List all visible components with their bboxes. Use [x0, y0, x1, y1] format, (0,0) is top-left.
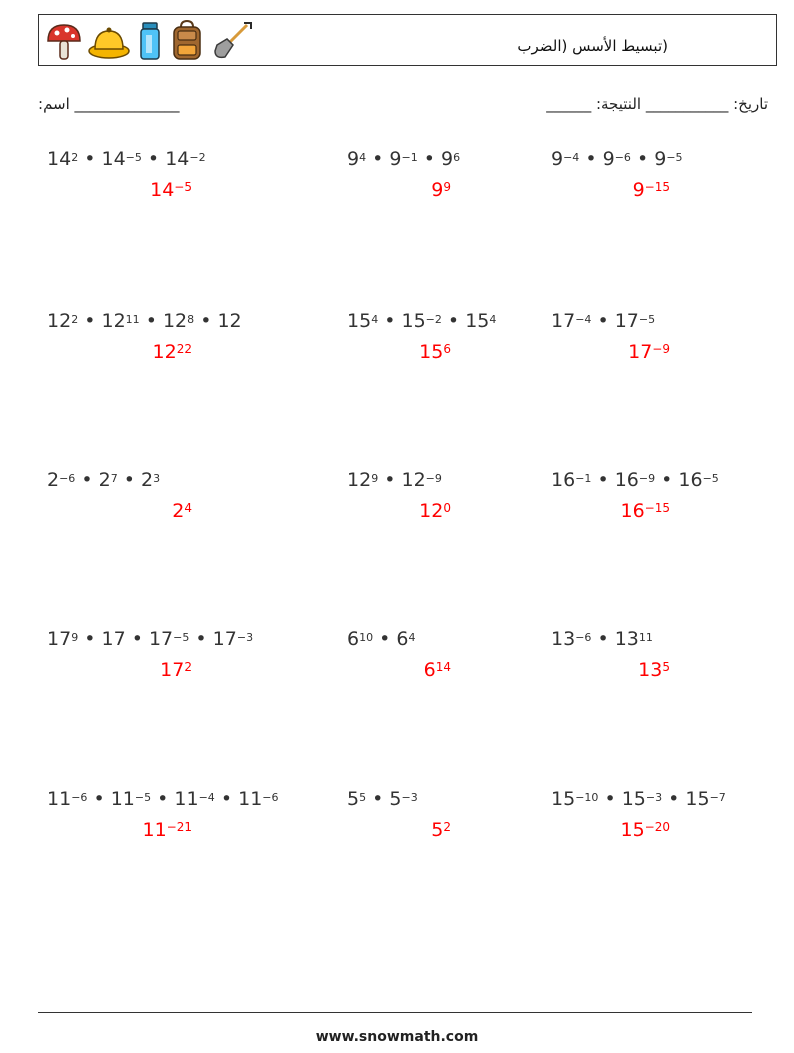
- page-title: (تبسيط الأسس (الضرب: [517, 37, 668, 55]
- answer-exponent: 5: [662, 660, 670, 675]
- multiply-dot: •: [417, 148, 441, 170]
- term-base: 2: [47, 469, 60, 491]
- term-exponent: 4: [408, 631, 416, 645]
- multiply-dot: •: [189, 628, 213, 650]
- multiply-dot: •: [194, 310, 218, 332]
- multiply-dot: •: [117, 469, 141, 491]
- term-base: 9: [441, 148, 454, 170]
- answer-base: 11: [142, 819, 167, 841]
- term-exponent: 3: [153, 472, 161, 486]
- multiply-dot: •: [591, 310, 615, 332]
- term-base: 14: [101, 148, 126, 170]
- multiply-dot: •: [378, 310, 402, 332]
- hat-icon: [87, 19, 131, 63]
- problem-expression: [551, 469, 719, 491]
- term-exponent: −9: [638, 472, 656, 486]
- answer-exponent: 22: [176, 342, 192, 357]
- term-base: 17: [101, 628, 126, 650]
- answer-base: 13: [638, 659, 663, 681]
- multiply-dot: •: [630, 148, 655, 170]
- problem-expression: [551, 310, 655, 332]
- term-exponent: −4: [575, 313, 592, 327]
- term-exponent: 9: [371, 472, 379, 486]
- term-base: 14: [47, 148, 72, 170]
- header-box: [38, 14, 777, 66]
- answer: [633, 179, 670, 201]
- answer: [160, 659, 192, 681]
- answer: [172, 500, 192, 522]
- problem-expression: [551, 148, 683, 170]
- answer: [153, 341, 192, 363]
- term-exponent: −5: [666, 151, 683, 165]
- multiply-dot: •: [598, 788, 622, 810]
- answer-exponent: −9: [652, 342, 670, 357]
- multiply-dot: •: [78, 310, 102, 332]
- answer-exponent: 2: [184, 660, 192, 675]
- answer-base: 2: [172, 500, 185, 522]
- term-exponent: −6: [262, 791, 279, 805]
- answer-exponent: −15: [644, 180, 670, 195]
- answer-exponent: −21: [166, 820, 192, 835]
- term-base: 13: [551, 628, 576, 650]
- multiply-dot: •: [655, 469, 679, 491]
- term-base: 9: [654, 148, 667, 170]
- answer-exponent: 0: [443, 501, 451, 516]
- multiply-dot: •: [125, 628, 149, 650]
- term-exponent: −1: [575, 472, 592, 486]
- term-base: 2: [141, 469, 154, 491]
- term-base: 12: [347, 469, 372, 491]
- term-base: 12: [47, 310, 72, 332]
- answer-exponent: 2: [443, 820, 451, 835]
- multiply-dot: •: [373, 628, 397, 650]
- answer-base: 16: [620, 500, 645, 522]
- term-exponent: −5: [638, 313, 656, 327]
- answer-base: 17: [160, 659, 185, 681]
- term-base: 17: [614, 310, 639, 332]
- thermos-icon: [135, 19, 165, 63]
- answer: [424, 659, 451, 681]
- answer: [419, 341, 451, 363]
- answer: [620, 819, 670, 841]
- term-exponent: 2: [71, 151, 79, 165]
- term-exponent: 2: [71, 313, 79, 327]
- multiply-dot: •: [441, 310, 466, 332]
- answer-base: 17: [628, 341, 653, 363]
- answer-exponent: 9: [443, 180, 451, 195]
- answer: [431, 179, 451, 201]
- problem-expression: [47, 469, 160, 491]
- multiply-dot: •: [87, 788, 111, 810]
- term-exponent: −3: [401, 791, 418, 805]
- multiply-dot: •: [366, 148, 390, 170]
- multiply-dot: •: [579, 148, 603, 170]
- term-exponent: −4: [198, 791, 215, 805]
- answer-base: 5: [431, 819, 444, 841]
- term-base: 15: [551, 788, 576, 810]
- term-exponent: 11: [638, 631, 653, 645]
- term-exponent: 4: [489, 313, 497, 327]
- term-base: 11: [238, 788, 263, 810]
- term-base: 6: [396, 628, 409, 650]
- problem-expression: [347, 628, 415, 650]
- term-exponent: −5: [125, 151, 142, 165]
- term-base: 17: [148, 628, 174, 650]
- term-exponent: −2: [425, 313, 442, 327]
- answer: [150, 179, 192, 201]
- term-base: 11: [47, 788, 72, 810]
- multiply-dot: •: [591, 628, 615, 650]
- date-score-label: ______ :تاريخ: ___________ النتيجة: [546, 95, 768, 113]
- term-exponent: −9: [425, 472, 442, 486]
- term-base: 15: [685, 788, 710, 810]
- term-base: 9: [389, 148, 402, 170]
- multiply-dot: •: [378, 469, 402, 491]
- term-base: 5: [389, 788, 402, 810]
- answer: [628, 341, 670, 363]
- term-base: 2: [98, 469, 111, 491]
- answer-base: 9: [632, 179, 645, 201]
- footer-divider: [38, 1012, 752, 1013]
- multiply-dot: •: [139, 310, 163, 332]
- mushroom-icon: [45, 19, 83, 63]
- answer-exponent: −5: [174, 180, 192, 195]
- term-exponent: −1: [401, 151, 418, 165]
- term-base: 13: [614, 628, 639, 650]
- term-base: 12: [101, 310, 126, 332]
- footer-url: www.snowmath.com: [315, 1029, 479, 1045]
- term-base: 15: [621, 788, 646, 810]
- term-base: 17: [551, 310, 576, 332]
- answer-base: 12: [152, 341, 177, 363]
- answer-exponent: 14: [435, 660, 451, 675]
- term-exponent: −10: [575, 791, 599, 805]
- term-base: 9: [347, 148, 360, 170]
- multiply-dot: •: [141, 148, 166, 170]
- term-base: 9: [551, 148, 564, 170]
- term-exponent: −7: [709, 791, 726, 805]
- multiply-dot: •: [151, 788, 175, 810]
- term-base: 17: [47, 628, 72, 650]
- multiply-dot: •: [78, 148, 102, 170]
- term-exponent: 4: [359, 151, 367, 165]
- term-exponent: 5: [359, 791, 367, 805]
- answer-base: 9: [431, 179, 444, 201]
- term-base: 11: [110, 788, 135, 810]
- answer: [142, 819, 192, 841]
- multiply-dot: •: [75, 469, 99, 491]
- problem-expression: [551, 628, 653, 650]
- answer-base: 12: [419, 500, 444, 522]
- shovel-icon: [209, 19, 255, 63]
- term-exponent: −5: [134, 791, 152, 805]
- term-base: 12: [217, 310, 242, 332]
- answer: [419, 500, 451, 522]
- answer-base: 15: [419, 341, 444, 363]
- term-exponent: 11: [125, 313, 140, 327]
- term-base: 9: [602, 148, 615, 170]
- backpack-icon: [169, 19, 205, 63]
- term-exponent: −4: [563, 151, 580, 165]
- term-exponent: 6: [453, 151, 461, 165]
- problem-expression: [47, 310, 242, 332]
- term-exponent: −6: [575, 631, 592, 645]
- term-exponent: −6: [59, 472, 76, 486]
- term-exponent: −2: [189, 151, 206, 165]
- answer-exponent: −20: [644, 820, 670, 835]
- term-base: 16: [551, 469, 576, 491]
- multiply-dot: •: [78, 628, 102, 650]
- term-exponent: −3: [645, 791, 663, 805]
- problem-expression: [347, 148, 460, 170]
- answer-exponent: 4: [184, 501, 192, 516]
- problem-expression: [47, 788, 279, 810]
- term-exponent: −5: [702, 472, 719, 486]
- term-exponent: 8: [187, 313, 195, 327]
- term-base: 15: [401, 310, 426, 332]
- problem-expression: [347, 469, 442, 491]
- answer-base: 14: [150, 179, 175, 201]
- term-base: 12: [401, 469, 426, 491]
- term-base: 16: [678, 469, 703, 491]
- answer-exponent: −15: [644, 501, 670, 516]
- term-base: 14: [165, 148, 190, 170]
- term-exponent: −3: [236, 631, 254, 645]
- multiply-dot: •: [214, 788, 239, 810]
- problem-expression: [347, 310, 496, 332]
- term-base: 12: [162, 310, 188, 332]
- term-exponent: −6: [71, 791, 88, 805]
- answer: [638, 659, 670, 681]
- term-base: 15: [347, 310, 372, 332]
- term-exponent: 4: [371, 313, 379, 327]
- answer-base: 6: [423, 659, 436, 681]
- icon-row: [45, 19, 255, 63]
- answer: [431, 819, 451, 841]
- answer: [620, 500, 670, 522]
- answer-exponent: 6: [443, 342, 451, 357]
- term-base: 6: [347, 628, 360, 650]
- term-exponent: 7: [110, 472, 118, 486]
- problem-expression: [551, 788, 726, 810]
- multiply-dot: •: [591, 469, 615, 491]
- term-base: 17: [212, 628, 237, 650]
- term-base: 11: [174, 788, 199, 810]
- term-base: 16: [614, 469, 639, 491]
- answer-base: 15: [620, 819, 645, 841]
- term-exponent: 9: [71, 631, 79, 645]
- problem-expression: [47, 148, 206, 170]
- term-base: 5: [347, 788, 360, 810]
- term-exponent: 10: [359, 631, 374, 645]
- problem-expression: [47, 628, 253, 650]
- term-exponent: −5: [173, 631, 190, 645]
- term-exponent: −6: [614, 151, 631, 165]
- multiply-dot: •: [662, 788, 686, 810]
- multiply-dot: •: [366, 788, 390, 810]
- term-base: 15: [465, 310, 490, 332]
- name-field-label: :اسم ______________: [38, 95, 180, 113]
- problem-expression: [347, 788, 418, 810]
